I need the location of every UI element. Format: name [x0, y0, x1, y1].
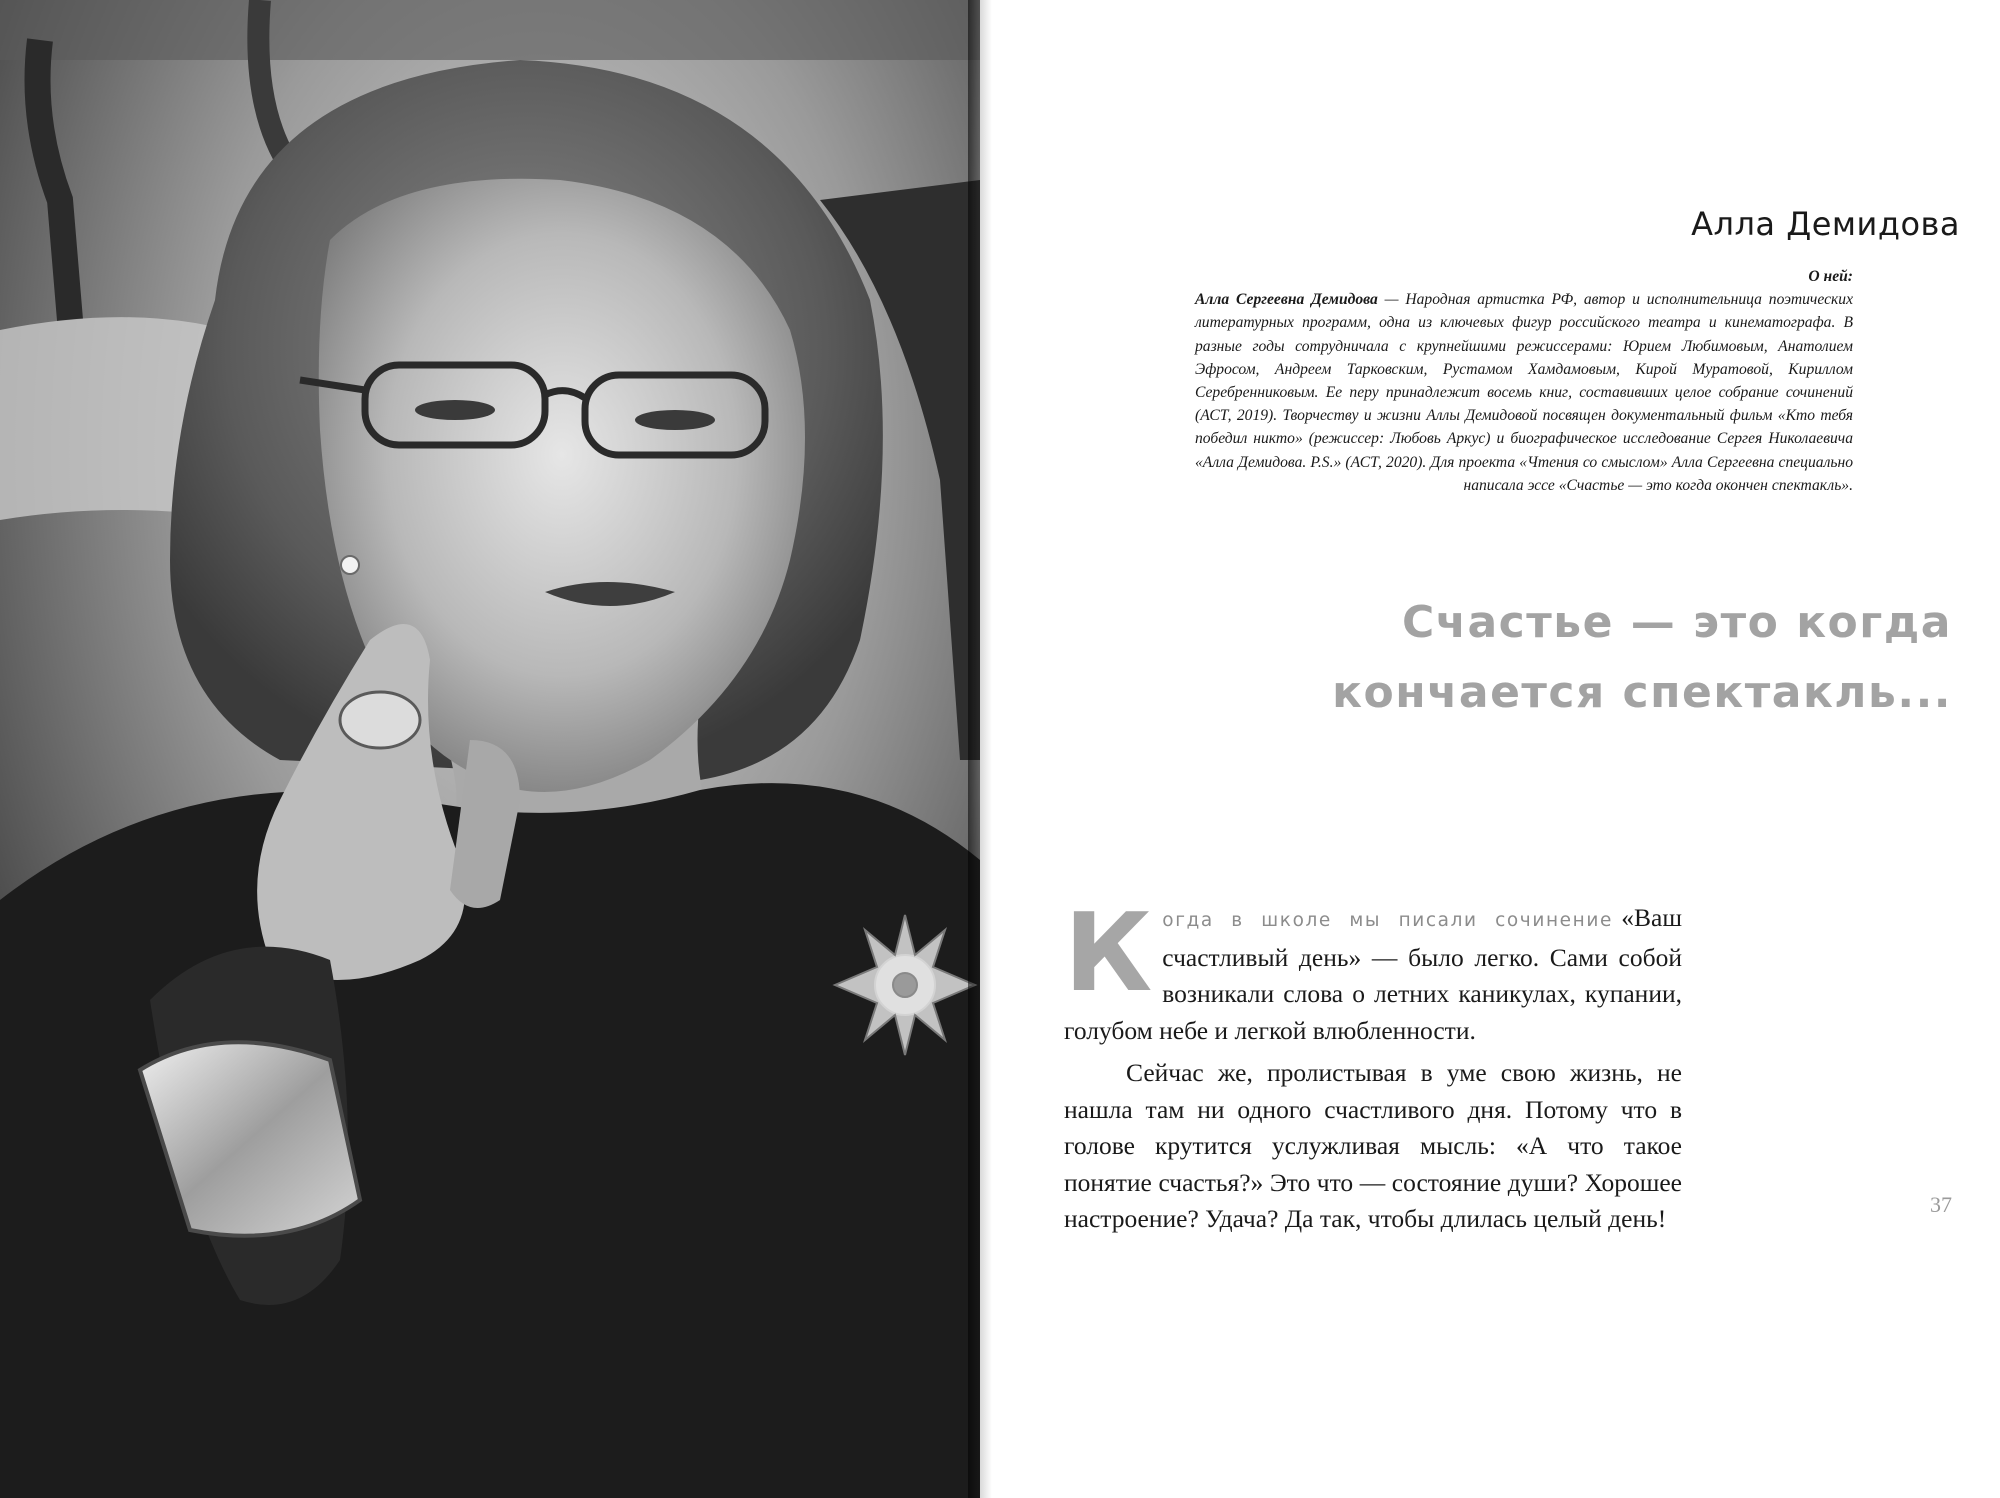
lead-in: огда в школе мы писали сочинение [1162, 910, 1613, 931]
about-name: Алла Сергеевна Демидова [1195, 291, 1378, 309]
book-gutter [968, 0, 992, 1498]
about-text [1195, 288, 1853, 497]
page-number: 37 [1930, 1192, 1952, 1217]
essay-body [1064, 891, 1682, 1238]
essay-title [1332, 588, 1952, 728]
drop-cap: К [1064, 891, 1153, 1016]
author-bio [1195, 265, 1853, 497]
paragraph-1 [1064, 891, 1682, 1049]
about-body: — Народная артистка РФ, автор и исполнительница поэтических литературных программ, одна из ключевых фигур российского театра и кинематографа. В разные годы сотрудничала с крупнейшими режиссерами: Юрием Любимовым, Анатолием Эфросом, Андреем Тарковским, Рустамом Хамдамовым, Кирой Муратовой, Кириллом Серебренниковым. Ее перу принадлежит восемь книг, составивших целое собрание сочинений (АСТ, 2019). Творчеству и жизни Аллы Демидовой посвящен документальный фильм «Кто тебя победил никто» (режиссер: Любовь Аркус) и биографическое исследование Сергея Николаевича «Алла Демидова. P.S.» (АСТ, 2020). Для проекта «Чтения со смыслом» Алла Сергеевна специально написала эссе «Счастье — это когда окончен спектакль». [1195, 291, 1853, 494]
paragraph-1-text: «Ваш счастливый день» — было легко. Сами собой возникали слова о летних каникулах, купании, голубом небе и легкой влюбленности. [1064, 903, 1682, 1045]
portrait-photo [0, 0, 980, 1498]
portrait-photo-image [0, 0, 980, 1498]
essay-title-line-2: кончается спектакль... [1332, 667, 1952, 718]
essay-title-line-1: Счастье — это когда [1401, 597, 1952, 648]
author-name: Алла Демидова [1691, 205, 1960, 243]
about-heading: О ней: [1808, 268, 1853, 285]
paragraph-2: Сейчас же, пролистывая в уме свою жизнь, не нашла там ни одного счастливого дня. Потому что в голове крутится услужливая мысль: «А что такое понятие счастья?» Это что — состояние души? Хорошее настроение? Удача? Да так, чтобы длилась целый день! [1064, 1058, 1682, 1233]
